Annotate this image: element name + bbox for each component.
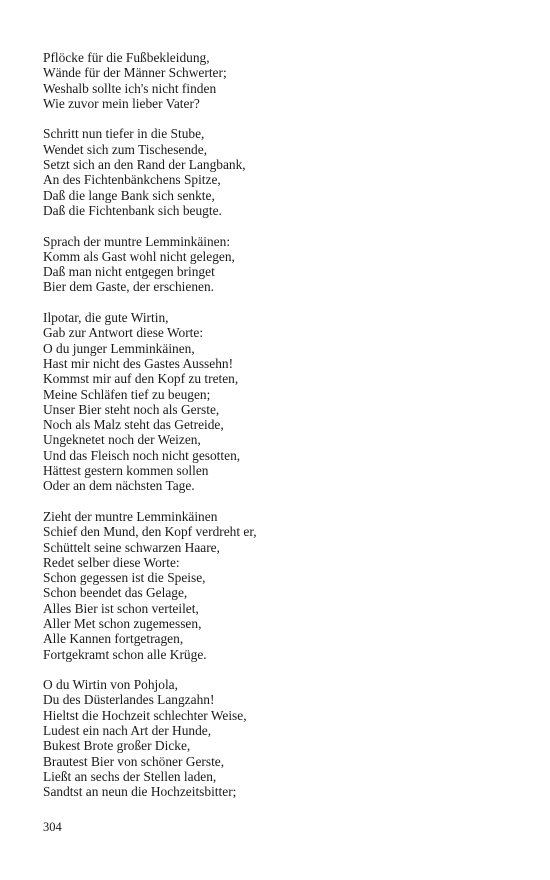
- poem-line: Pflöcke für die Fußbekleidung,: [43, 50, 210, 65]
- poem-line: Setzt sich an den Rand der Langbank,: [43, 157, 246, 173]
- poem-line: Sandtst an neun die Hochzeitsbitter;: [43, 784, 237, 800]
- poem-line: Ungeknetet noch der Weizen,: [43, 432, 201, 448]
- poem-line: Weshalb sollte ich's nicht finden: [43, 80, 217, 96]
- poem-line: O du junger Lemminkäinen,: [43, 340, 195, 356]
- poem-line: Brautest Bier von schöner Gerste,: [43, 753, 225, 769]
- poem-line: Daß man nicht entgegen bringet: [43, 264, 215, 280]
- poem-line: Redet selber diese Worte:: [43, 554, 180, 570]
- poem-line: Daß die Fichtenbank sich beugte.: [43, 202, 222, 218]
- stanza: [43, 509, 523, 662]
- poem-line: Meine Schläfen tief zu beugen;: [43, 386, 211, 402]
- stanza: [43, 677, 523, 799]
- poem-line: Schon gegessen ist die Speise,: [43, 570, 206, 586]
- poem-line: Unser Bier steht noch als Gerste,: [43, 401, 220, 417]
- poem-line: Wie zuvor mein lieber Vater?: [43, 95, 200, 111]
- poem-line: Kommst mir auf den Kopf zu treten,: [43, 371, 239, 387]
- poem-line: Daß die lange Bank sich senkte,: [43, 187, 215, 203]
- poem-line: Du des Düsterlandes Langzahn!: [43, 692, 215, 708]
- poem-line: Gab zur Antwort diese Worte:: [43, 325, 204, 341]
- poem-line: Schief den Mund, den Kopf verdreht er,: [43, 524, 257, 540]
- poem-line: Ludest ein nach Art der Hunde,: [43, 723, 212, 739]
- stanza: [43, 234, 523, 295]
- poem-line: Alle Kannen fortgetragen,: [43, 631, 184, 647]
- poem-line: Noch als Malz steht das Getreide,: [43, 417, 224, 433]
- poem-line: Schüttelt seine schwarzen Haare,: [43, 539, 220, 555]
- stanza: [43, 126, 523, 218]
- stanza: [43, 50, 523, 111]
- poem-line: Fortgekramt schon alle Krüge.: [43, 646, 207, 662]
- page-number: 304: [43, 820, 62, 834]
- poem-line: Zieht der muntre Lemminkäinen: [43, 508, 218, 524]
- poem-line: Komm als Gast wohl nicht gelegen,: [43, 248, 235, 264]
- stanza: [43, 310, 523, 494]
- poem-line: Schon beendet das Gelage,: [43, 585, 188, 601]
- poem-line: Sprach der muntre Lemminkäinen:: [43, 233, 231, 249]
- poem-line: Hieltst die Hochzeit schlechter Weise,: [43, 707, 247, 723]
- poem-line: An des Fichtenbänkchens Spitze,: [43, 172, 221, 188]
- poem-line: O du Wirtin von Pohjola,: [43, 677, 178, 693]
- poem-line: Wendet sich zum Tischesende,: [43, 141, 208, 157]
- poem-line: Wände für der Männer Schwerter;: [43, 65, 227, 81]
- poem-line: Bukest Brote großer Dicke,: [43, 738, 191, 754]
- poem-line: Und das Fleisch noch nicht gesotten,: [43, 447, 241, 463]
- poem-line: Bier dem Gaste, der erschienen.: [43, 279, 215, 295]
- poem-line: Hast mir nicht des Gastes Aussehn!: [43, 355, 234, 371]
- poem-line: Alles Bier ist schon verteilet,: [43, 600, 199, 616]
- poem-line: Aller Met schon zugemessen,: [43, 615, 202, 631]
- poem-text: [43, 50, 523, 800]
- poem-line: Schritt nun tiefer in die Stube,: [43, 126, 205, 142]
- poem-line: Ilpotar, die gute Wirtin,: [43, 310, 169, 326]
- poem-line: Ließt an sechs der Stellen laden,: [43, 768, 217, 784]
- poem-line: Hättest gestern kommen sollen: [43, 463, 209, 479]
- poem-line: Oder an dem nächsten Tage.: [43, 478, 195, 494]
